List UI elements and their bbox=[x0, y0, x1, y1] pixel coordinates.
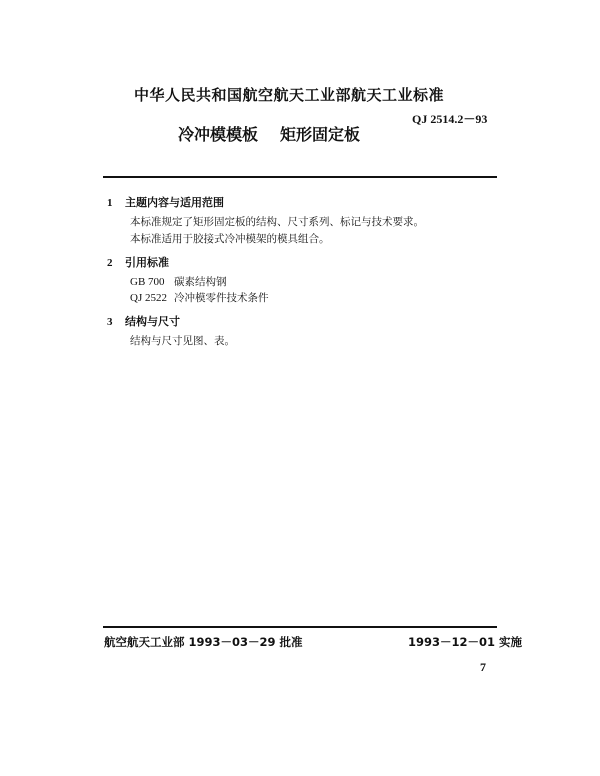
reference-item bbox=[130, 290, 269, 305]
section-title: 主题内容与适用范围 bbox=[125, 196, 224, 209]
reference-item bbox=[130, 274, 227, 289]
top-rule bbox=[103, 176, 497, 178]
section-title: 引用标准 bbox=[125, 256, 169, 269]
reference-title: 碳素结构钢 bbox=[174, 276, 227, 288]
section-1-heading bbox=[107, 194, 224, 210]
bottom-rule bbox=[103, 626, 497, 628]
section-1-paragraph-1: 本标准规定了矩形固定板的结构、尺寸系列、标记与技术要求。 bbox=[130, 216, 424, 228]
section-title: 结构与尺寸 bbox=[125, 315, 180, 328]
document-title bbox=[178, 122, 360, 145]
section-number: 3 bbox=[107, 316, 113, 328]
section-number: 2 bbox=[107, 257, 113, 269]
document-title-sub: 矩形固定板 bbox=[280, 125, 361, 144]
section-3-paragraph-1: 结构与尺寸见图、表。 bbox=[130, 335, 235, 347]
org-title: 中华人民共和国航空航天工业部航天工业标准 bbox=[134, 86, 445, 104]
standard-code: QJ 2514.2－93 bbox=[412, 112, 488, 126]
approval-date: 航空航天工业部 1993－03－29 批准 bbox=[104, 635, 303, 649]
document-title-main: 冷冲模模板 bbox=[178, 125, 259, 144]
section-1-paragraph-2: 本标准适用于胶接式冷冲模架的模具组合。 bbox=[130, 233, 330, 245]
reference-title: 冷冲模零件技术条件 bbox=[174, 292, 269, 304]
section-number: 1 bbox=[107, 197, 113, 209]
section-3-heading bbox=[107, 313, 180, 329]
section-2-heading bbox=[107, 254, 169, 270]
reference-code: QJ 2522 bbox=[130, 292, 167, 304]
page-number: 7 bbox=[480, 660, 486, 674]
effective-date: 1993－12－01 实施 bbox=[408, 635, 523, 649]
reference-code: GB 700 bbox=[130, 276, 165, 288]
